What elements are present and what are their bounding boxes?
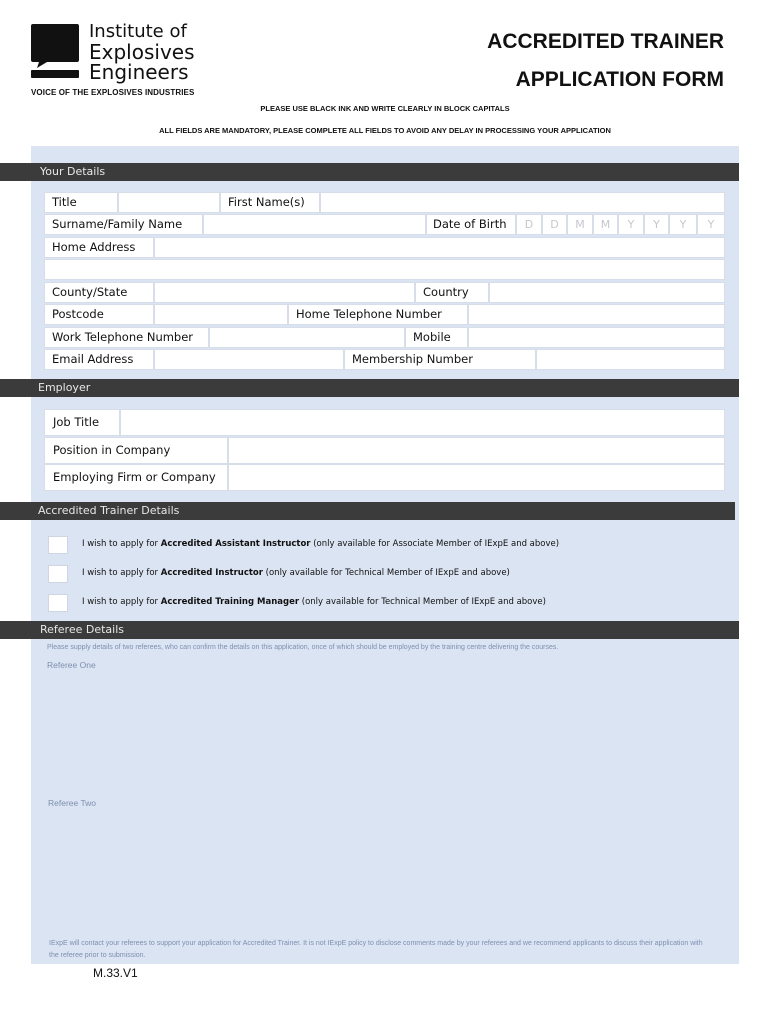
label-email: Email Address bbox=[44, 349, 154, 370]
county-field[interactable] bbox=[154, 282, 415, 303]
row-work-telephone bbox=[44, 327, 725, 348]
dob-month-1-field[interactable]: M bbox=[567, 214, 593, 235]
instructor-checkbox[interactable] bbox=[48, 565, 68, 583]
dob-day-2-field[interactable]: D bbox=[542, 214, 567, 235]
membership-number-field[interactable] bbox=[536, 349, 725, 370]
referee-two-label: Referee Two bbox=[48, 798, 97, 808]
label-title: Title bbox=[44, 192, 118, 213]
label-dob: Date of Birth bbox=[426, 214, 516, 235]
form-title-line-1: ACCREDITED TRAINER bbox=[487, 30, 724, 53]
label-position: Position in Company bbox=[44, 437, 228, 464]
dob-year-3-field[interactable]: Y bbox=[669, 214, 697, 235]
home-address-line-2-field[interactable] bbox=[44, 259, 725, 280]
label-country: Country bbox=[415, 282, 489, 303]
row-title bbox=[44, 192, 725, 213]
row-email bbox=[44, 349, 725, 370]
label-mobile: Mobile bbox=[405, 327, 468, 348]
first-names-field[interactable] bbox=[320, 192, 725, 213]
job-title-field[interactable] bbox=[120, 409, 725, 436]
employing-firm-field[interactable] bbox=[228, 464, 725, 491]
instruction-mandatory: ALL FIELDS ARE MANDATORY, PLEASE COMPLETE ALL FIELDS TO AVOID ANY DELAY IN PROCESSING YOUR APPLICATION bbox=[159, 126, 611, 135]
instruction-block-capitals: PLEASE USE BLACK INK AND WRITE CLEARLY IN BLOCK CAPITALS bbox=[260, 104, 510, 113]
label-membership-number: Membership Number bbox=[344, 349, 536, 370]
country-field[interactable] bbox=[489, 282, 725, 303]
logo-line-1: Institute of bbox=[89, 21, 187, 42]
section-employer: Employer bbox=[0, 379, 739, 397]
logo-wordmark bbox=[89, 22, 195, 82]
referee-one-label: Referee One bbox=[47, 660, 96, 670]
training-manager-checkbox[interactable] bbox=[48, 594, 68, 612]
dob-year-4-field[interactable]: Y bbox=[697, 214, 725, 235]
surname-field[interactable] bbox=[203, 214, 426, 235]
logo-tagline: VOICE OF THE EXPLOSIVES INDUSTRIES bbox=[31, 88, 195, 97]
row-employing-firm bbox=[44, 464, 725, 491]
referee-instructions: Please supply details of two referees, who can confirm the details on this application, once of which should be employed by the training centre delivering the courses. bbox=[47, 644, 559, 651]
work-telephone-field[interactable] bbox=[209, 327, 405, 348]
logo-line-3: Engineers bbox=[89, 60, 189, 84]
label-first-names: First Name(s) bbox=[220, 192, 320, 213]
row-postcode bbox=[44, 304, 725, 325]
dob-month-2-field[interactable]: M bbox=[593, 214, 618, 235]
label-surname: Surname/Family Name bbox=[44, 214, 203, 235]
row-county bbox=[44, 282, 725, 303]
dob-year-2-field[interactable]: Y bbox=[644, 214, 669, 235]
option-instructor-label: I wish to apply for Accredited Instructor (only available for Technical Member of IExpE and above) bbox=[82, 568, 510, 578]
email-field[interactable] bbox=[154, 349, 344, 370]
row-surname bbox=[44, 214, 725, 235]
row-job-title bbox=[44, 409, 725, 436]
row-home-address bbox=[44, 237, 725, 258]
speech-bubble-logo-icon bbox=[31, 24, 79, 80]
label-work-telephone: Work Telephone Number bbox=[44, 327, 209, 348]
label-home-address: Home Address bbox=[44, 237, 154, 258]
referee-policy-note: IExpE will contact your referees to support your application for Accredited Trainer. It is not IExpE policy to disclose comments made by your referees and we recommend applicants to discuss their application with the referee prior to submission. bbox=[49, 940, 703, 959]
form-title-line-2: APPLICATION FORM bbox=[515, 68, 724, 91]
mobile-field[interactable] bbox=[468, 327, 725, 348]
section-referee-details: Referee Details bbox=[0, 621, 739, 639]
option-assistant-instructor-label: I wish to apply for Accredited Assistant Instructor (only available for Associate Member of IExpE and above) bbox=[82, 539, 560, 549]
label-postcode: Postcode bbox=[44, 304, 154, 325]
postcode-field[interactable] bbox=[154, 304, 288, 325]
option-training-manager-label: I wish to apply for Accredited Training Manager (only available for Technical Member of IExpE and above) bbox=[82, 597, 546, 607]
section-accredited-trainer: Accredited Trainer Details bbox=[0, 502, 735, 520]
label-county: County/State bbox=[44, 282, 154, 303]
dob-year-1-field[interactable]: Y bbox=[618, 214, 644, 235]
position-field[interactable] bbox=[228, 437, 725, 464]
logo-line-2: Explosives bbox=[89, 40, 195, 64]
title-field[interactable] bbox=[118, 192, 220, 213]
dob-day-1-field[interactable]: D bbox=[516, 214, 542, 235]
row-home-address-2 bbox=[44, 259, 725, 280]
home-telephone-field[interactable] bbox=[468, 304, 725, 325]
label-home-telephone: Home Telephone Number bbox=[288, 304, 468, 325]
section-your-details: Your Details bbox=[0, 163, 739, 181]
label-employing-firm: Employing Firm or Company bbox=[44, 464, 228, 491]
home-address-field[interactable] bbox=[154, 237, 725, 258]
form-code: M.33.V1 bbox=[93, 966, 138, 980]
assistant-instructor-checkbox[interactable] bbox=[48, 536, 68, 554]
row-position bbox=[44, 437, 725, 464]
label-job-title: Job Title bbox=[44, 409, 120, 436]
ie-logo bbox=[31, 22, 201, 98]
